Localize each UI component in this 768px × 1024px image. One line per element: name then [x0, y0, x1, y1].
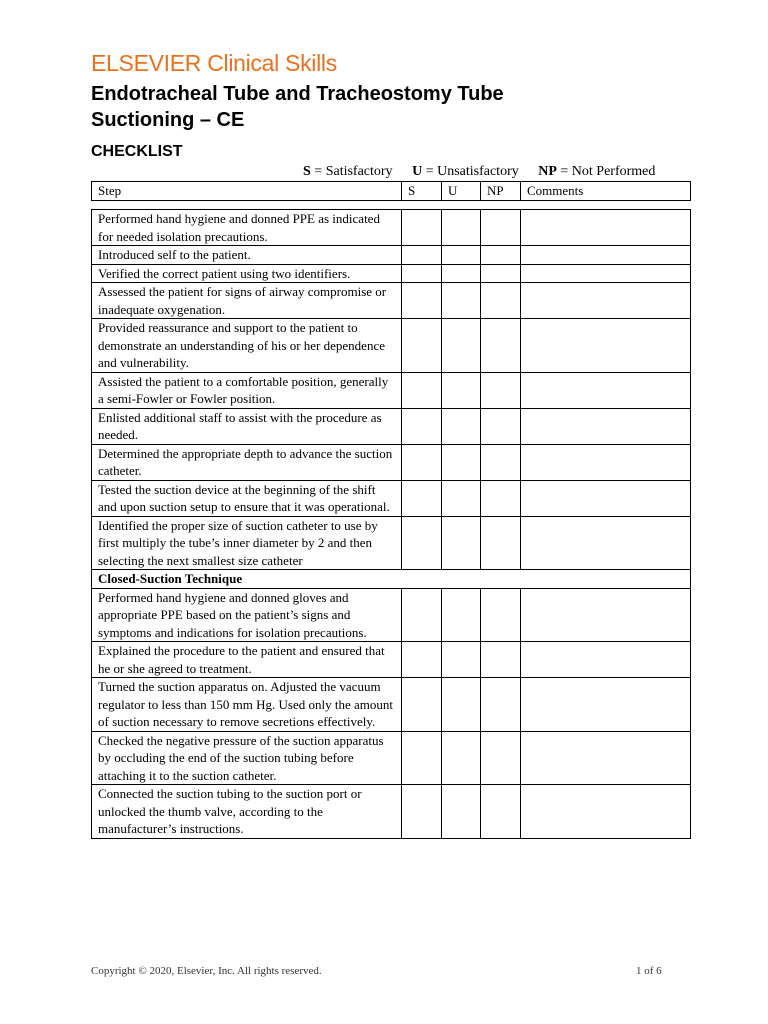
table-row: [92, 444, 691, 480]
rating-legend: [303, 163, 655, 181]
u-cell[interactable]: [442, 785, 481, 839]
header-s: S: [402, 182, 442, 201]
np-cell[interactable]: [481, 319, 521, 373]
legend-s-code: S: [303, 164, 311, 179]
u-cell[interactable]: [442, 516, 481, 570]
s-cell[interactable]: [402, 246, 442, 265]
u-cell[interactable]: [442, 444, 481, 480]
np-cell[interactable]: [481, 210, 521, 246]
u-cell[interactable]: [442, 731, 481, 785]
u-cell[interactable]: [442, 264, 481, 283]
u-cell[interactable]: [442, 246, 481, 265]
u-cell[interactable]: [442, 319, 481, 373]
comments-cell[interactable]: [521, 516, 691, 570]
s-cell[interactable]: [402, 785, 442, 839]
np-cell[interactable]: [481, 444, 521, 480]
np-cell[interactable]: [481, 283, 521, 319]
header-row: [92, 182, 691, 201]
comments-cell[interactable]: [521, 246, 691, 265]
np-cell[interactable]: [481, 588, 521, 642]
section-header-row: [92, 570, 691, 589]
step-text: Identified the proper size of suction catheter to use by first multiply the tube’s inner diameter by 2 and then selecting the next smallest size catheter: [92, 516, 402, 570]
comments-cell[interactable]: [521, 588, 691, 642]
s-cell[interactable]: [402, 408, 442, 444]
u-cell[interactable]: [442, 588, 481, 642]
step-text: Performed hand hygiene and donned PPE as indicated for needed isolation precautions.: [92, 210, 402, 246]
table-row: [92, 264, 691, 283]
comments-cell[interactable]: [521, 372, 691, 408]
np-cell[interactable]: [481, 480, 521, 516]
table-row: [92, 283, 691, 319]
comments-cell[interactable]: [521, 642, 691, 678]
u-cell[interactable]: [442, 642, 481, 678]
np-cell[interactable]: [481, 785, 521, 839]
np-cell[interactable]: [481, 642, 521, 678]
checklist-heading: CHECKLIST: [91, 143, 183, 160]
table-row: [92, 642, 691, 678]
step-text: Verified the correct patient using two identifiers.: [92, 264, 402, 283]
table-row: [92, 480, 691, 516]
checklist-table: [91, 209, 691, 839]
step-text: Assessed the patient for signs of airway compromise or inadequate oxygenation.: [92, 283, 402, 319]
table-row: [92, 372, 691, 408]
s-cell[interactable]: [402, 444, 442, 480]
np-cell[interactable]: [481, 246, 521, 265]
legend-s-text: = Satisfactory: [314, 164, 393, 179]
header-u: U: [442, 182, 481, 201]
s-cell[interactable]: [402, 516, 442, 570]
s-cell[interactable]: [402, 372, 442, 408]
comments-cell[interactable]: [521, 319, 691, 373]
s-cell[interactable]: [402, 480, 442, 516]
table-row: [92, 408, 691, 444]
comments-cell[interactable]: [521, 210, 691, 246]
legend-np-text: = Not Performed: [560, 164, 656, 179]
s-cell[interactable]: [402, 642, 442, 678]
s-cell[interactable]: [402, 264, 442, 283]
step-text: Checked the negative pressure of the suction apparatus by occluding the end of the suction tubing before attaching it to the suction catheter.: [92, 731, 402, 785]
s-cell[interactable]: [402, 678, 442, 732]
step-text: Determined the appropriate depth to advance the suction catheter.: [92, 444, 402, 480]
brand-logo: [91, 50, 337, 76]
step-text: Tested the suction device at the beginning of the shift and upon suction setup to ensure that it was operational.: [92, 480, 402, 516]
np-cell[interactable]: [481, 372, 521, 408]
header-comments: Comments: [521, 182, 691, 201]
np-cell[interactable]: [481, 731, 521, 785]
u-cell[interactable]: [442, 283, 481, 319]
step-text: Performed hand hygiene and donned gloves and appropriate PPE based on the patient’s signs and symptoms and indications for isolation precautions.: [92, 588, 402, 642]
legend-u-code: U: [412, 164, 423, 179]
table-row: [92, 588, 691, 642]
comments-cell[interactable]: [521, 283, 691, 319]
np-cell[interactable]: [481, 408, 521, 444]
step-text: Explained the procedure to the patient and ensured that he or she agreed to treatment.: [92, 642, 402, 678]
step-text: Assisted the patient to a comfortable position, generally a semi-Fowler or Fowler position.: [92, 372, 402, 408]
comments-cell[interactable]: [521, 785, 691, 839]
u-cell[interactable]: [442, 408, 481, 444]
comments-cell[interactable]: [521, 444, 691, 480]
step-text: Introduced self to the patient.: [92, 246, 402, 265]
legend-u-text: = Unsatisfactory: [425, 164, 519, 179]
table-row: [92, 785, 691, 839]
step-text: Enlisted additional staff to assist with the procedure as needed.: [92, 408, 402, 444]
comments-cell[interactable]: [521, 678, 691, 732]
table-row: [92, 516, 691, 570]
page-title-line-2: Suctioning – CE: [91, 109, 245, 131]
u-cell[interactable]: [442, 210, 481, 246]
s-cell[interactable]: [402, 319, 442, 373]
step-text: Connected the suction tubing to the suction port or unlocked the thumb valve, according to the manufacturer’s instructions.: [92, 785, 402, 839]
table-row: [92, 319, 691, 373]
header-step: Step: [92, 182, 402, 201]
s-cell[interactable]: [402, 283, 442, 319]
np-cell[interactable]: [481, 264, 521, 283]
brand-product: Clinical Skills: [207, 50, 337, 76]
step-text: Turned the suction apparatus on. Adjusted the vacuum regulator to less than 150 mm Hg. Used only the amount of suction necessary to remove secretions effectively.: [92, 678, 402, 732]
copyright-notice: Copyright © 2020, Elsevier, Inc. All rights reserved.: [91, 965, 322, 977]
comments-cell[interactable]: [521, 408, 691, 444]
table-row: [92, 210, 691, 246]
legend-np-code: NP: [538, 164, 557, 179]
np-cell[interactable]: [481, 516, 521, 570]
table-row: [92, 731, 691, 785]
page-number: 1 of 6: [636, 965, 662, 977]
table-row: [92, 678, 691, 732]
header-np: NP: [481, 182, 521, 201]
brand-name: ELSEVIER: [91, 50, 202, 76]
comments-cell[interactable]: [521, 731, 691, 785]
page-title-line-1: Endotracheal Tube and Tracheostomy Tube: [91, 83, 504, 105]
checklist-header-table: [91, 181, 691, 201]
section-title: Closed-Suction Technique: [92, 570, 691, 589]
s-cell[interactable]: [402, 731, 442, 785]
comments-cell[interactable]: [521, 264, 691, 283]
s-cell[interactable]: [402, 588, 442, 642]
step-text: Provided reassurance and support to the patient to demonstrate an understanding of his or her dependence and vulnerability.: [92, 319, 402, 373]
comments-cell[interactable]: [521, 480, 691, 516]
np-cell[interactable]: [481, 678, 521, 732]
u-cell[interactable]: [442, 678, 481, 732]
page-title: [91, 81, 711, 133]
u-cell[interactable]: [442, 480, 481, 516]
s-cell[interactable]: [402, 210, 442, 246]
u-cell[interactable]: [442, 372, 481, 408]
table-row: [92, 246, 691, 265]
